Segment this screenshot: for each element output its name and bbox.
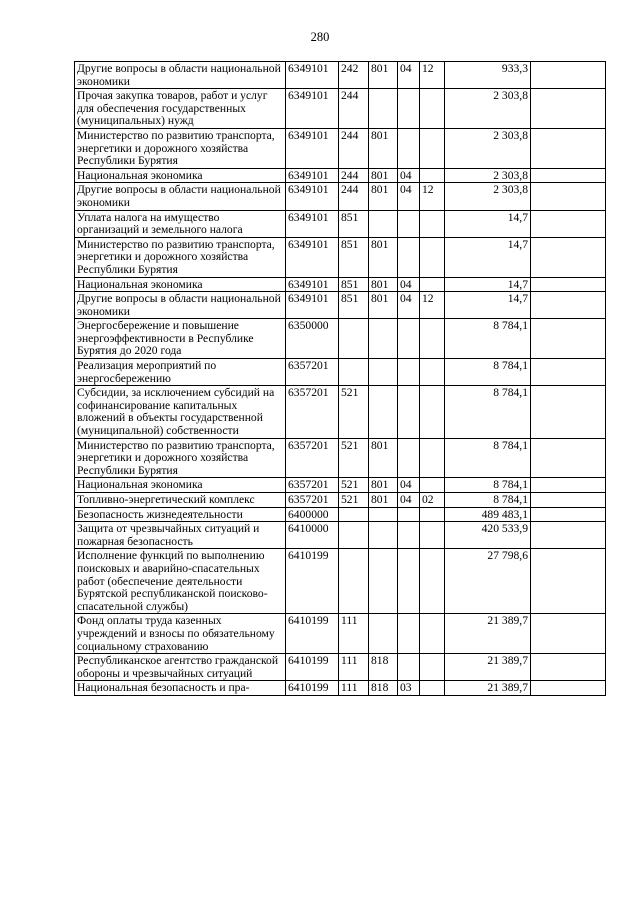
table-row bbox=[75, 319, 606, 359]
row-ministry-cell bbox=[369, 319, 398, 359]
table-row bbox=[75, 62, 606, 89]
page-number: 280 bbox=[310, 30, 330, 44]
row-name-cell: Другие вопросы в области национальной экономики bbox=[75, 292, 286, 319]
row-subsection-cell bbox=[420, 438, 445, 478]
table-row bbox=[75, 210, 606, 237]
row-code-cell: 6357201 bbox=[286, 359, 339, 386]
table-row bbox=[75, 128, 606, 168]
row-subsection-cell bbox=[420, 319, 445, 359]
row-expense-type-cell: 244 bbox=[339, 183, 369, 210]
row-extra-cell bbox=[531, 89, 606, 129]
row-code-cell: 6410199 bbox=[286, 549, 339, 614]
row-section-cell bbox=[398, 614, 420, 654]
row-section-cell bbox=[398, 128, 420, 168]
row-code-cell: 6349101 bbox=[286, 292, 339, 319]
row-sum-cell: 27 798,6 bbox=[445, 549, 531, 614]
row-section-cell bbox=[398, 549, 420, 614]
row-code-cell: 6349101 bbox=[286, 183, 339, 210]
row-sum-cell: 2 303,8 bbox=[445, 89, 531, 129]
row-ministry-cell bbox=[369, 549, 398, 614]
row-sum-cell: 420 533,9 bbox=[445, 522, 531, 549]
row-expense-type-cell: 244 bbox=[339, 128, 369, 168]
row-section-cell bbox=[398, 89, 420, 129]
row-expense-type-cell: 244 bbox=[339, 168, 369, 183]
row-extra-cell bbox=[531, 277, 606, 292]
row-code-cell: 6349101 bbox=[286, 62, 339, 89]
row-subsection-cell bbox=[420, 277, 445, 292]
row-extra-cell bbox=[531, 438, 606, 478]
row-code-cell: 6410199 bbox=[286, 654, 339, 681]
row-expense-type-cell: 521 bbox=[339, 386, 369, 438]
row-section-cell: 04 bbox=[398, 292, 420, 319]
table-row bbox=[75, 292, 606, 319]
row-subsection-cell bbox=[420, 237, 445, 277]
row-code-cell: 6410199 bbox=[286, 681, 339, 696]
row-expense-type-cell bbox=[339, 507, 369, 522]
row-sum-cell: 14,7 bbox=[445, 237, 531, 277]
row-code-cell: 6349101 bbox=[286, 89, 339, 129]
row-section-cell bbox=[398, 438, 420, 478]
row-subsection-cell bbox=[420, 168, 445, 183]
row-extra-cell bbox=[531, 210, 606, 237]
row-expense-type-cell: 244 bbox=[339, 89, 369, 129]
row-expense-type-cell: 851 bbox=[339, 292, 369, 319]
row-ministry-cell bbox=[369, 507, 398, 522]
row-sum-cell: 8 784,1 bbox=[445, 478, 531, 493]
row-name-cell: Защита от чрезвычайных ситуаций и пожарная безопасность bbox=[75, 522, 286, 549]
row-subsection-cell: 02 bbox=[420, 493, 445, 508]
row-extra-cell bbox=[531, 654, 606, 681]
budget-table-body bbox=[75, 62, 606, 696]
row-expense-type-cell: 521 bbox=[339, 478, 369, 493]
row-sum-cell: 8 784,1 bbox=[445, 386, 531, 438]
budget-table bbox=[74, 61, 606, 696]
row-expense-type-cell bbox=[339, 549, 369, 614]
table-row bbox=[75, 478, 606, 493]
row-subsection-cell bbox=[420, 359, 445, 386]
row-subsection-cell bbox=[420, 654, 445, 681]
row-name-cell: Министерство по развитию транспорта, энергетики и дорожного хозяйства Республики Бурятия bbox=[75, 237, 286, 277]
table-row bbox=[75, 237, 606, 277]
row-extra-cell bbox=[531, 614, 606, 654]
row-subsection-cell bbox=[420, 681, 445, 696]
row-sum-cell: 14,7 bbox=[445, 210, 531, 237]
row-name-cell: Безопасность жизнедеятельности bbox=[75, 507, 286, 522]
row-code-cell: 6410199 bbox=[286, 614, 339, 654]
row-expense-type-cell bbox=[339, 359, 369, 386]
row-code-cell: 6349101 bbox=[286, 277, 339, 292]
row-code-cell: 6400000 bbox=[286, 507, 339, 522]
row-sum-cell: 21 389,7 bbox=[445, 614, 531, 654]
row-name-cell: Уплата налога на имущество организаций и земельного налога bbox=[75, 210, 286, 237]
row-ministry-cell: 801 bbox=[369, 292, 398, 319]
row-code-cell: 6357201 bbox=[286, 478, 339, 493]
row-name-cell: Национальная экономика bbox=[75, 277, 286, 292]
row-section-cell: 04 bbox=[398, 168, 420, 183]
row-subsection-cell bbox=[420, 210, 445, 237]
row-sum-cell: 8 784,1 bbox=[445, 319, 531, 359]
row-sum-cell: 2 303,8 bbox=[445, 183, 531, 210]
row-code-cell: 6357201 bbox=[286, 438, 339, 478]
row-code-cell: 6357201 bbox=[286, 386, 339, 438]
row-sum-cell: 8 784,1 bbox=[445, 438, 531, 478]
row-expense-type-cell: 851 bbox=[339, 277, 369, 292]
row-ministry-cell: 818 bbox=[369, 681, 398, 696]
row-subsection-cell bbox=[420, 549, 445, 614]
row-name-cell: Национальная экономика bbox=[75, 478, 286, 493]
table-row bbox=[75, 654, 606, 681]
row-extra-cell bbox=[531, 478, 606, 493]
row-name-cell: Национальная экономика bbox=[75, 168, 286, 183]
row-extra-cell bbox=[531, 128, 606, 168]
row-ministry-cell bbox=[369, 210, 398, 237]
row-expense-type-cell: 242 bbox=[339, 62, 369, 89]
row-expense-type-cell bbox=[339, 522, 369, 549]
row-section-cell bbox=[398, 319, 420, 359]
row-name-cell: Национальная безопасность и пра- bbox=[75, 681, 286, 696]
row-extra-cell bbox=[531, 319, 606, 359]
row-expense-type-cell: 521 bbox=[339, 493, 369, 508]
row-expense-type-cell: 111 bbox=[339, 614, 369, 654]
row-ministry-cell: 818 bbox=[369, 654, 398, 681]
row-extra-cell bbox=[531, 62, 606, 89]
row-name-cell: Другие вопросы в области национальной экономики bbox=[75, 62, 286, 89]
table-row bbox=[75, 277, 606, 292]
table-row bbox=[75, 386, 606, 438]
row-extra-cell bbox=[531, 507, 606, 522]
row-subsection-cell: 12 bbox=[420, 183, 445, 210]
row-subsection-cell: 12 bbox=[420, 62, 445, 89]
row-extra-cell bbox=[531, 681, 606, 696]
row-extra-cell bbox=[531, 386, 606, 438]
row-subsection-cell bbox=[420, 507, 445, 522]
row-section-cell: 04 bbox=[398, 277, 420, 292]
row-expense-type-cell: 111 bbox=[339, 654, 369, 681]
row-extra-cell bbox=[531, 292, 606, 319]
row-extra-cell bbox=[531, 237, 606, 277]
row-ministry-cell: 801 bbox=[369, 493, 398, 508]
row-section-cell bbox=[398, 359, 420, 386]
row-sum-cell: 489 483,1 bbox=[445, 507, 531, 522]
row-name-cell: Министерство по развитию транспорта, энергетики и дорожного хозяйства Республики Бурятия bbox=[75, 438, 286, 478]
row-sum-cell: 21 389,7 bbox=[445, 681, 531, 696]
row-name-cell: Исполнение функций по выполнению поисковых и аварийно-спасательных работ (обеспечение деятельности Бурятской республиканской поисково-спасательной службы) bbox=[75, 549, 286, 614]
row-section-cell: 04 bbox=[398, 493, 420, 508]
row-ministry-cell: 801 bbox=[369, 277, 398, 292]
row-extra-cell bbox=[531, 359, 606, 386]
row-name-cell: Энергосбережение и повышение энергоэффективности в Республике Бурятия до 2020 года bbox=[75, 319, 286, 359]
row-section-cell bbox=[398, 386, 420, 438]
row-sum-cell: 14,7 bbox=[445, 292, 531, 319]
row-code-cell: 6349101 bbox=[286, 210, 339, 237]
row-expense-type-cell bbox=[339, 319, 369, 359]
row-sum-cell: 8 784,1 bbox=[445, 493, 531, 508]
row-subsection-cell bbox=[420, 386, 445, 438]
row-sum-cell: 2 303,8 bbox=[445, 128, 531, 168]
row-expense-type-cell: 111 bbox=[339, 681, 369, 696]
table-row bbox=[75, 359, 606, 386]
table-row bbox=[75, 681, 606, 696]
row-section-cell bbox=[398, 507, 420, 522]
row-name-cell: Республиканское агентство гражданской обороны и чрезвычайных ситуаций bbox=[75, 654, 286, 681]
row-section-cell: 03 bbox=[398, 681, 420, 696]
row-sum-cell: 2 303,8 bbox=[445, 168, 531, 183]
row-name-cell: Другие вопросы в области национальной экономики bbox=[75, 183, 286, 210]
row-name-cell: Реализация мероприятий по энергосбережению bbox=[75, 359, 286, 386]
row-subsection-cell bbox=[420, 128, 445, 168]
table-row bbox=[75, 493, 606, 508]
row-ministry-cell: 801 bbox=[369, 478, 398, 493]
row-ministry-cell bbox=[369, 386, 398, 438]
row-subsection-cell bbox=[420, 614, 445, 654]
row-section-cell bbox=[398, 654, 420, 681]
row-ministry-cell: 801 bbox=[369, 128, 398, 168]
row-ministry-cell: 801 bbox=[369, 237, 398, 277]
row-sum-cell: 8 784,1 bbox=[445, 359, 531, 386]
row-expense-type-cell: 851 bbox=[339, 237, 369, 277]
row-sum-cell: 933,3 bbox=[445, 62, 531, 89]
row-code-cell: 6350000 bbox=[286, 319, 339, 359]
row-code-cell: 6349101 bbox=[286, 237, 339, 277]
row-expense-type-cell: 851 bbox=[339, 210, 369, 237]
row-section-cell bbox=[398, 237, 420, 277]
row-section-cell: 04 bbox=[398, 62, 420, 89]
row-code-cell: 6357201 bbox=[286, 493, 339, 508]
row-extra-cell bbox=[531, 549, 606, 614]
row-code-cell: 6349101 bbox=[286, 168, 339, 183]
row-name-cell: Министерство по развитию транспорта, энергетики и дорожного хозяйства Республики Бурятия bbox=[75, 128, 286, 168]
table-row bbox=[75, 507, 606, 522]
row-code-cell: 6410000 bbox=[286, 522, 339, 549]
table-row bbox=[75, 522, 606, 549]
row-ministry-cell: 801 bbox=[369, 183, 398, 210]
row-name-cell: Фонд оплаты труда казенных учреждений и взносы по обязательному социальному страхованию bbox=[75, 614, 286, 654]
row-name-cell: Субсидии, за исключением субсидий на софинансирование капитальных вложений в объекты государственной (муниципальной) собственности bbox=[75, 386, 286, 438]
row-subsection-cell bbox=[420, 89, 445, 129]
row-section-cell: 04 bbox=[398, 183, 420, 210]
row-name-cell: Топливно-энергетический комплекс bbox=[75, 493, 286, 508]
row-section-cell bbox=[398, 522, 420, 549]
row-sum-cell: 14,7 bbox=[445, 277, 531, 292]
row-subsection-cell: 12 bbox=[420, 292, 445, 319]
row-name-cell: Прочая закупка товаров, работ и услуг для обеспечения государственных (муниципальных) нужд bbox=[75, 89, 286, 129]
row-expense-type-cell: 521 bbox=[339, 438, 369, 478]
table-row bbox=[75, 438, 606, 478]
row-section-cell: 04 bbox=[398, 478, 420, 493]
table-row bbox=[75, 168, 606, 183]
table-row bbox=[75, 89, 606, 129]
table-row bbox=[75, 549, 606, 614]
row-ministry-cell bbox=[369, 614, 398, 654]
row-ministry-cell: 801 bbox=[369, 438, 398, 478]
row-section-cell bbox=[398, 210, 420, 237]
row-extra-cell bbox=[531, 168, 606, 183]
row-code-cell: 6349101 bbox=[286, 128, 339, 168]
row-subsection-cell bbox=[420, 478, 445, 493]
row-ministry-cell bbox=[369, 89, 398, 129]
row-ministry-cell bbox=[369, 359, 398, 386]
row-sum-cell: 21 389,7 bbox=[445, 654, 531, 681]
row-extra-cell bbox=[531, 522, 606, 549]
row-extra-cell bbox=[531, 183, 606, 210]
table-row bbox=[75, 183, 606, 210]
table-row bbox=[75, 614, 606, 654]
row-ministry-cell: 801 bbox=[369, 168, 398, 183]
row-ministry-cell: 801 bbox=[369, 62, 398, 89]
row-ministry-cell bbox=[369, 522, 398, 549]
row-subsection-cell bbox=[420, 522, 445, 549]
row-extra-cell bbox=[531, 493, 606, 508]
